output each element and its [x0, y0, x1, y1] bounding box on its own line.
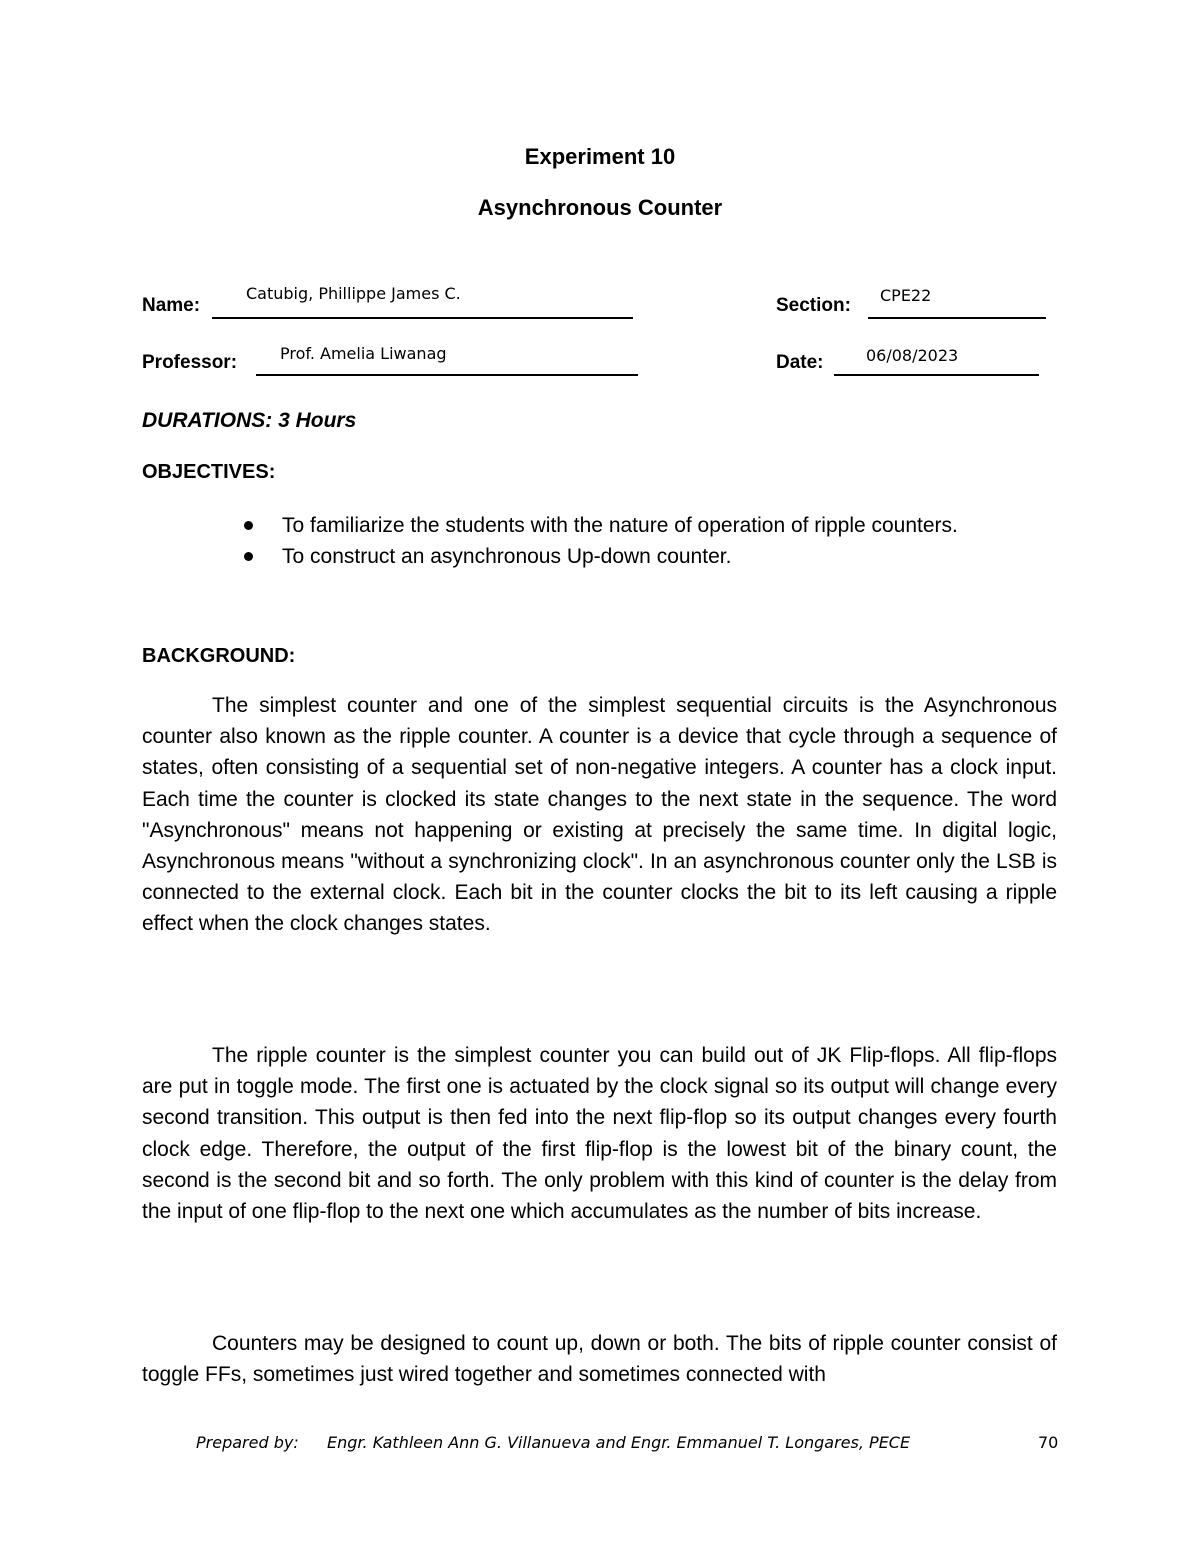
page-number: 70: [1038, 1433, 1059, 1452]
durations: DURATIONS: 3 Hours: [142, 409, 357, 432]
footer-authors: Engr. Kathleen Ann G. Villanueva and Engr. Emmanuel T. Longares, PECE: [327, 1433, 911, 1452]
name-label: Name:: [142, 295, 201, 316]
name-value: Catubig, Phillippe James C.: [246, 284, 461, 303]
objective-text: To familiarize the students with the nature of operation of ripple counters.: [282, 514, 958, 537]
professor-field-row: [142, 344, 642, 382]
list-item: [244, 541, 958, 572]
bullet-icon: [244, 552, 253, 561]
date-label: Date:: [776, 352, 824, 373]
objective-text: To construct an asynchronous Up-down counter.: [282, 545, 732, 568]
background-paragraph-3: Counters may be designed to count up, down or both. The bits of ripple counter consist of toggle FFs, sometimes just wired together and sometimes connected with: [142, 1332, 1057, 1387]
document-title: Asynchronous Counter: [477, 195, 723, 220]
section-label: Section:: [776, 295, 851, 316]
background-paragraph-2: The ripple counter is the simplest counter you can build out of JK Flip-flops. All flip-flops are put in toggle mode. The first one is actuated by the clock signal so its output will change every second transition. This output is then fed into the next flip-flop so its output changes every fourth clock edge. Therefore, the output of the first flip-flop is the lowest bit of the binary count, the second is the second bit and so forth. The only problem with this kind of counter is the delay from the input of one flip-flop to the next one which accumulates as the number of bits increase.: [142, 1044, 1057, 1224]
bullet-icon: [244, 521, 253, 530]
section-field-row: [776, 286, 1051, 325]
background-paragraph-1: The simplest counter and one of the simplest sequential circuits is the Asynchronous counter also known as the ripple counter. A counter is a device that cycle through a sequence of states, often consisting of a sequential set of non-negative integers. A counter has a clock input. Each time the counter is clocked its state changes to the next state in the sequence. The word "Asynchronous" means not happening or existing at precisely the same time. In digital logic, Asynchronous means "without a synchronizing clock". In an asynchronous counter only the LSB is connected to the external clock. Each bit in the counter clocks the bit to its left causing a ripple effect when the clock changes states.: [142, 694, 1057, 936]
experiment-number: Experiment 10: [524, 144, 676, 169]
background-heading: BACKGROUND:: [142, 645, 296, 667]
professor-value: Prof. Amelia Liwanag: [280, 344, 447, 363]
date-value: 06/08/2023: [866, 346, 959, 365]
professor-label: Professor:: [142, 352, 238, 373]
date-field-row: [776, 346, 1046, 382]
section-value: CPE22: [880, 286, 932, 305]
list-item: [244, 510, 958, 541]
footer-prepared-by-label: Prepared by:: [196, 1433, 299, 1452]
objectives-list: [244, 510, 958, 572]
name-field-row: [142, 284, 637, 325]
objectives-heading: OBJECTIVES:: [142, 461, 276, 483]
